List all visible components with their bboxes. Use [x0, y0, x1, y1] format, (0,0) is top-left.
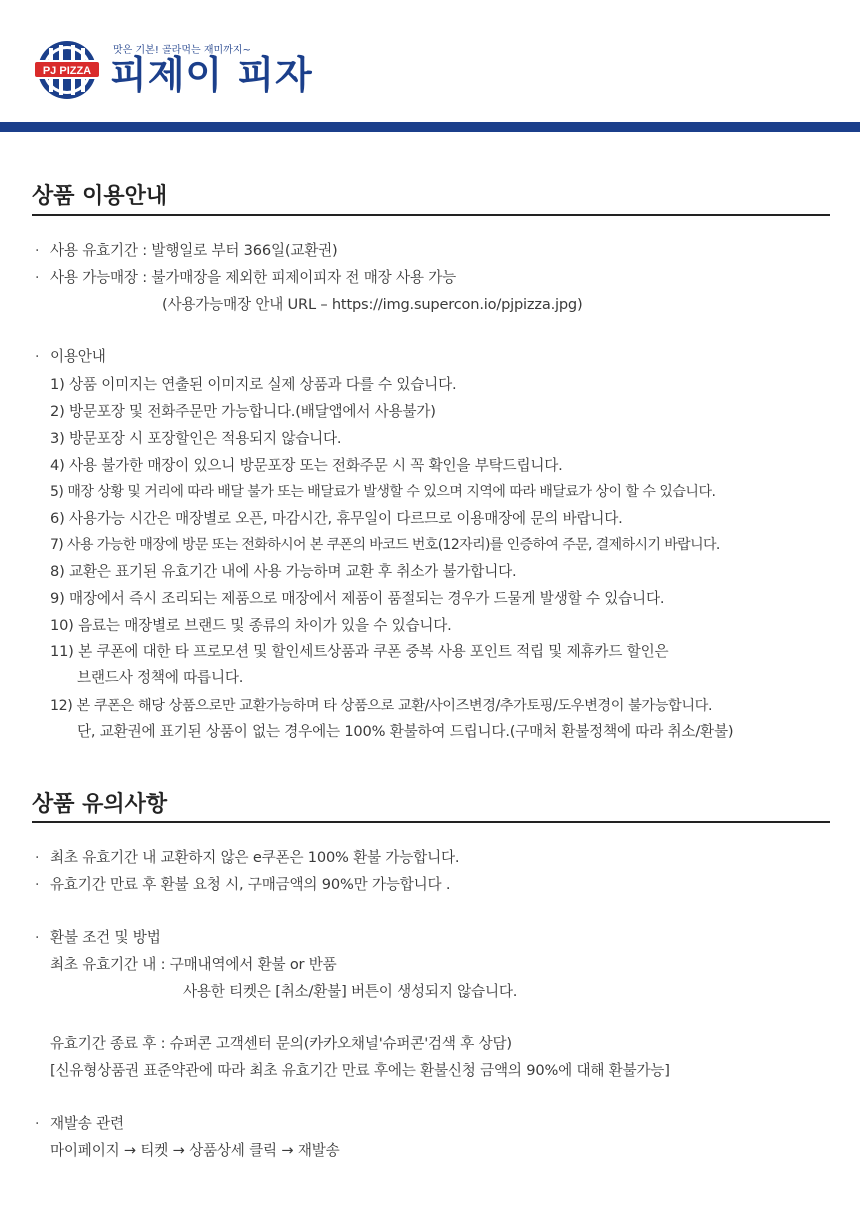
- stores-url-text: (사용가능매장 안내 URL – https://img.supercon.io/pjpizza.jpg): [162, 296, 583, 313]
- usage-section-title: 상품 이용안내: [32, 184, 168, 209]
- notice-item: 8) 교환은 표기된 유효기간 내에 사용 가능하며 교환 후 취소가 불가합니다.: [50, 563, 517, 580]
- notice-item-continued: 브랜드사 정책에 따릅니다.: [77, 669, 244, 686]
- brand-name: 피제이 피자: [110, 53, 313, 97]
- caution-line-2: 유효기간 만료 후 환불 요청 시, 구매금액의 90%만 가능합니다 .: [50, 876, 451, 893]
- notice-item: 4) 사용 불가한 매장이 있으니 방문포장 또는 전화주문 시 꼭 확인을 부탁드립니다.: [50, 457, 563, 474]
- refund-after-text: 유효기간 종료 후 : 슈퍼콘 고객센터 문의(카카오채널'슈퍼콘'검색 후 상담): [50, 1035, 512, 1052]
- notice-item: 3) 방문포장 시 포장할인은 적용되지 않습니다.: [50, 430, 342, 447]
- notice-item: 5) 매장 상황 및 거리에 따라 배달 불가 또는 배달료가 발생할 수 있으며 지역에 따라 배달료가 상이 할 수 있습니다.: [50, 484, 716, 500]
- refund-within-text: 최초 유효기간 내 : 구매내역에서 환불 or 반품: [50, 956, 337, 973]
- notice-item-continued: 단, 교환권에 표기된 상품이 없는 경우에는 100% 환불하여 드립니다.(구매처 환불정책에 따라 취소/환불): [77, 723, 734, 740]
- refund-within-note: 사용한 티켓은 [취소/환불] 버튼이 생성되지 않습니다.: [183, 983, 518, 1000]
- bullet-dot: ·: [35, 850, 40, 866]
- notice-item: 11) 본 쿠폰에 대한 타 프로모션 및 할인세트상품과 쿠폰 중복 사용 포인트 적립 및 제휴카드 할인은: [50, 643, 669, 660]
- caution-section-title: 상품 유의사항: [32, 792, 168, 817]
- notice-item: 2) 방문포장 및 전화주문만 가능합니다.(배달앱에서 사용불가): [50, 403, 436, 420]
- header-divider-bar: [0, 122, 860, 132]
- notice-item: 12) 본 쿠폰은 해당 상품으로만 교환가능하며 타 상품으로 교환/사이즈변경/추가토핑/도우변경이 불가능합니다.: [50, 698, 713, 714]
- bullet-dot: ·: [35, 270, 40, 286]
- notice-item: 10) 음료는 매장별로 브랜드 및 종류의 차이가 있을 수 있습니다.: [50, 617, 452, 634]
- refund-after-note: [신유형상품권 표준약관에 따라 최초 유효기간 만료 후에는 환불신청 금액의 90%에 대해 환불가능]: [50, 1062, 670, 1079]
- validity-text: 사용 유효기간 : 발행일로 부터 366일(교환권): [50, 242, 338, 259]
- bullet-dot: ·: [35, 930, 40, 946]
- bullet-dot: ·: [35, 1116, 40, 1132]
- logo-badge-text: PJ PIZZA: [42, 65, 92, 77]
- bullet-dot: ·: [35, 243, 40, 259]
- bullet-dot: ·: [35, 349, 40, 365]
- notice-item: 1) 상품 이미지는 연출된 이미지로 실제 상품과 다를 수 있습니다.: [50, 376, 457, 393]
- brand-tagline: 맛은 기본! 골라먹는 재미까지~: [113, 45, 251, 56]
- resend-path-text: 마이페이지 → 티켓 → 상품상세 클릭 → 재발송: [50, 1142, 340, 1159]
- notice-item: 9) 매장에서 즉시 조리되는 제품으로 매장에서 제품이 품절되는 경우가 드물게 발생할 수 있습니다.: [50, 590, 665, 607]
- refund-heading: 환불 조건 및 방법: [50, 929, 161, 946]
- pj-pizza-logo-icon: [33, 40, 101, 100]
- bullet-dot: ·: [35, 877, 40, 893]
- caution-line-1: 최초 유효기간 내 교환하지 않은 e쿠폰은 100% 환불 가능합니다.: [50, 849, 460, 866]
- caution-section-rule: [32, 821, 830, 823]
- resend-heading: 재발송 관련: [50, 1115, 124, 1132]
- notice-item: 7) 사용 가능한 매장에 방문 또는 전화하시어 본 쿠폰의 바코드 번호(12자리)를 인증하여 주문, 결제하시기 바랍니다.: [50, 537, 720, 553]
- notice-item: 6) 사용가능 시간은 매장별로 오픈, 마감시간, 휴무일이 다르므로 이용매장에 문의 바랍니다.: [50, 510, 623, 527]
- notice-heading: 이용안내: [50, 348, 106, 365]
- stores-text: 사용 가능매장 : 불가매장을 제외한 피제이피자 전 매장 사용 가능: [50, 269, 457, 286]
- brand-header: [0, 0, 860, 122]
- usage-section-rule: [32, 214, 830, 216]
